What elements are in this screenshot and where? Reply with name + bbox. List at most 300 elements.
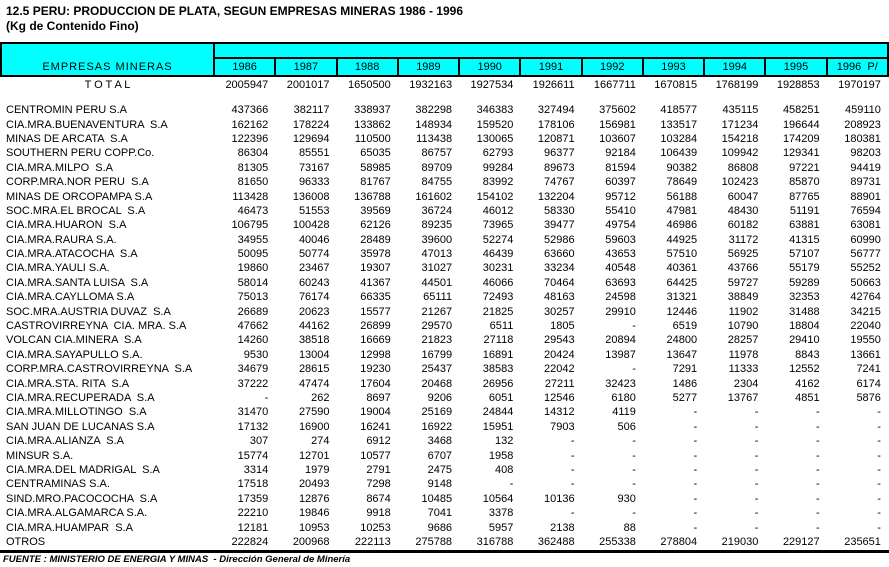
value-cell: 156981 <box>599 118 636 131</box>
year-header-section <box>215 44 887 75</box>
value-cell: 1958 <box>488 449 514 462</box>
year-header: 1990 <box>458 59 519 75</box>
value-cell: 262 <box>311 392 330 404</box>
value-cell: 171234 <box>721 118 759 131</box>
table-row <box>0 477 889 491</box>
company-name: MINAS DE ARCATA S.A <box>6 132 128 145</box>
table-row <box>0 463 889 477</box>
table-row <box>0 290 889 304</box>
value-cell: - <box>877 463 881 476</box>
value-cell: 23467 <box>298 262 330 275</box>
table-row <box>0 117 889 131</box>
value-cell: 81594 <box>605 161 636 174</box>
header-top-strip <box>215 44 887 57</box>
value-cell: 27118 <box>483 334 514 347</box>
value-cell: - <box>754 463 759 476</box>
year-header: 1988 <box>336 59 397 75</box>
value-cell: 78649 <box>666 176 698 189</box>
value-cell: 66335 <box>360 291 391 304</box>
company-name: CIA.MRA.HUARON S.A <box>6 219 127 232</box>
value-cell: 418577 <box>660 104 698 117</box>
value-cell: 16922 <box>421 420 453 433</box>
year-header: 1992 <box>581 59 642 75</box>
value-cell: 27211 <box>544 377 575 390</box>
table-row <box>0 520 889 534</box>
value-cell: 200968 <box>292 535 330 548</box>
value-cell: 57510 <box>666 248 698 261</box>
value-cell: 21823 <box>421 334 453 347</box>
value-cell: - <box>693 507 698 520</box>
value-cell: - <box>632 320 636 333</box>
value-cell: 86304 <box>237 147 269 160</box>
value-cell: 338937 <box>354 104 391 117</box>
value-cell: 3468 <box>427 435 453 448</box>
table-row <box>0 506 889 520</box>
company-name: SOC.MRA.EL BROCAL S.A <box>6 204 146 217</box>
value-cell: - <box>754 420 759 433</box>
value-cell: 30257 <box>544 305 575 318</box>
value-cell: 458251 <box>782 104 820 117</box>
value-cell: 74767 <box>544 176 575 189</box>
value-cell: 90382 <box>666 161 698 174</box>
value-cell: 17132 <box>237 420 269 433</box>
value-cell: 109942 <box>721 147 759 160</box>
value-cell: 18804 <box>789 320 820 333</box>
value-cell: 222824 <box>231 535 269 548</box>
value-cell: 21825 <box>482 305 514 318</box>
value-cell: 1926611 <box>532 79 575 92</box>
value-cell: 84755 <box>421 176 453 189</box>
company-name: CENTRAMINAS S.A. <box>6 478 110 491</box>
value-cell: 20894 <box>605 334 636 347</box>
value-cell: 86808 <box>727 161 759 174</box>
value-cell: 16241 <box>360 420 391 433</box>
value-cell: 65111 <box>423 291 453 304</box>
value-cell: 2001017 <box>286 79 330 92</box>
value-cell: 346383 <box>476 104 514 117</box>
value-cell: 382298 <box>415 104 453 117</box>
value-cell: 60397 <box>605 176 636 189</box>
value-cell: 3314 <box>243 463 269 476</box>
value-cell: 459110 <box>845 104 881 117</box>
value-cell: 17359 <box>237 492 269 505</box>
value-cell: 51553 <box>298 204 330 217</box>
company-name: CIA.MRA.RAURA S.A. <box>6 233 117 246</box>
value-cell: 8697 <box>366 392 391 404</box>
value-cell: 1928853 <box>776 79 820 92</box>
value-cell: - <box>570 507 575 520</box>
company-name: SOC.MRA.AUSTRIA DUVAZ S.A <box>6 305 171 318</box>
value-cell: 19307 <box>360 262 391 275</box>
value-cell: 31172 <box>728 233 759 246</box>
value-cell: 5876 <box>856 392 881 404</box>
value-cell: 9148 <box>427 478 453 491</box>
value-cell: 64425 <box>666 276 698 289</box>
value-cell: 49754 <box>605 219 636 232</box>
company-name: CIA.MRA.ATACOCHA S.A <box>6 248 138 261</box>
value-cell: 17518 <box>237 478 269 491</box>
value-cell: 26899 <box>360 320 391 333</box>
value-cell: 73965 <box>482 219 514 232</box>
value-cell: 63881 <box>789 219 820 232</box>
year-header: 1996 P/ <box>826 59 887 75</box>
value-cell: 85551 <box>298 147 330 160</box>
value-cell: 2304 <box>733 377 759 390</box>
value-cell: - <box>877 507 881 520</box>
year-header: 1989 <box>397 59 458 75</box>
value-cell: 8674 <box>366 492 391 505</box>
value-cell: 96333 <box>298 176 330 189</box>
value-cell: 29543 <box>544 334 575 347</box>
company-name: CIA.MRA.MILPO S.A <box>6 161 113 174</box>
value-cell: 38583 <box>482 363 514 376</box>
table-row <box>0 333 889 347</box>
value-cell: 55179 <box>789 262 820 275</box>
value-cell: 28257 <box>727 334 759 347</box>
value-cell: 133862 <box>354 118 391 131</box>
value-cell: 6707 <box>427 449 453 462</box>
value-cell: 110500 <box>354 132 391 145</box>
value-cell: 31488 <box>789 305 820 318</box>
value-cell: 6051 <box>488 392 514 404</box>
value-cell: - <box>264 392 269 404</box>
year-header-row <box>215 57 887 75</box>
value-cell: 58014 <box>237 276 269 289</box>
value-cell: 41367 <box>360 276 391 289</box>
value-cell: 41315 <box>789 233 820 246</box>
value-cell: 1927534 <box>470 79 514 92</box>
value-cell: 28615 <box>298 363 330 376</box>
value-cell: 52986 <box>544 233 575 246</box>
value-cell: 408 <box>494 463 514 476</box>
table-body <box>0 103 889 549</box>
value-cell: 88901 <box>850 190 881 203</box>
value-cell: 63693 <box>605 276 636 289</box>
value-cell: 87765 <box>789 190 820 203</box>
value-cell: 11333 <box>728 363 759 376</box>
value-cell: 1768199 <box>715 79 759 92</box>
value-cell: 15774 <box>237 449 269 462</box>
value-cell: 44501 <box>421 276 453 289</box>
value-cell: 33234 <box>544 262 575 275</box>
value-cell: 76594 <box>850 204 881 217</box>
table-bottom-rule <box>0 550 889 553</box>
value-cell: 106795 <box>231 219 269 232</box>
value-cell: 89731 <box>850 176 881 189</box>
value-cell: - <box>693 521 698 534</box>
value-cell: 24598 <box>605 291 636 304</box>
value-cell: 375602 <box>599 104 636 117</box>
value-cell: - <box>570 435 575 448</box>
table-row <box>0 146 889 160</box>
value-cell: 154102 <box>476 190 514 203</box>
value-cell: 161602 <box>415 190 453 203</box>
table-row <box>0 448 889 462</box>
value-cell: 75013 <box>237 291 269 304</box>
value-cell: - <box>570 478 575 491</box>
value-cell: 28489 <box>360 233 391 246</box>
value-cell: 6511 <box>489 320 514 333</box>
value-cell: 47981 <box>666 204 698 217</box>
value-cell: 5957 <box>488 521 514 534</box>
year-header: 1994 <box>703 59 764 75</box>
value-cell: 1932163 <box>409 79 453 92</box>
report-subtitle: (Kg de Contenido Fino) <box>6 19 139 33</box>
value-cell: 1970197 <box>838 79 881 92</box>
value-cell: 39600 <box>421 233 453 246</box>
value-cell: 46439 <box>482 248 514 261</box>
value-cell: 46473 <box>237 204 269 217</box>
value-cell: 27590 <box>298 406 330 419</box>
value-cell: 506 <box>617 420 636 433</box>
value-cell: 235651 <box>844 535 881 548</box>
company-name: SAN JUAN DE LUCANAS S.A <box>6 420 155 433</box>
value-cell: 51191 <box>789 204 820 217</box>
value-cell: 59289 <box>789 276 820 289</box>
value-cell: 88 <box>623 521 636 534</box>
value-cell: 16669 <box>360 334 391 347</box>
value-cell: - <box>754 478 759 491</box>
value-cell: 34215 <box>850 305 881 318</box>
company-name: CIA.MRA.SAYAPULLO S.A. <box>6 348 143 361</box>
value-cell: 180381 <box>844 132 881 145</box>
company-name: CORP.MRA.CASTROVIRREYNA S.A <box>6 363 193 376</box>
value-cell: 9530 <box>243 348 269 361</box>
value-cell: 70464 <box>544 276 575 289</box>
value-cell: 10577 <box>360 449 391 462</box>
value-cell: - <box>632 478 636 491</box>
value-cell: 2005947 <box>225 79 269 92</box>
value-cell: 159520 <box>476 118 514 131</box>
value-cell: - <box>815 463 820 476</box>
value-cell: 4162 <box>795 377 820 390</box>
value-cell: 52274 <box>482 233 514 246</box>
value-cell: 59727 <box>727 276 759 289</box>
value-cell: 32353 <box>789 291 820 304</box>
value-cell: 132204 <box>537 190 575 203</box>
value-cell: 15951 <box>482 420 514 433</box>
value-cell: 10564 <box>482 492 514 505</box>
value-cell: 4851 <box>795 392 820 404</box>
value-cell: 50774 <box>298 248 330 261</box>
table-row <box>0 247 889 261</box>
value-cell: 60182 <box>727 219 759 232</box>
value-cell: 40046 <box>298 233 330 246</box>
value-cell: 60047 <box>727 190 759 203</box>
value-cell: 85870 <box>789 176 820 189</box>
value-cell: - <box>815 406 820 419</box>
table-row <box>0 261 889 275</box>
value-cell: 12701 <box>298 449 330 462</box>
value-cell: 63081 <box>850 219 881 232</box>
value-cell: 37222 <box>237 377 269 390</box>
value-cell: 39569 <box>360 204 391 217</box>
value-cell: 4119 <box>612 406 636 419</box>
value-cell: 278804 <box>660 535 698 548</box>
value-cell: 21267 <box>421 305 453 318</box>
value-cell: - <box>877 521 881 534</box>
value-cell: 120871 <box>537 132 575 145</box>
value-cell: 9206 <box>427 392 453 404</box>
value-cell: 58985 <box>360 161 391 174</box>
value-cell: 24800 <box>666 334 698 347</box>
value-cell: 19846 <box>298 507 330 520</box>
value-cell: - <box>693 463 698 476</box>
value-cell: 34955 <box>237 233 269 246</box>
value-cell: 930 <box>617 492 636 505</box>
company-column-header: EMPRESAS MINERAS <box>2 44 215 75</box>
value-cell: 40361 <box>666 262 698 275</box>
value-cell: - <box>754 507 759 520</box>
value-cell: 62126 <box>360 219 391 232</box>
table-row <box>0 233 889 247</box>
value-cell: 50663 <box>850 276 881 289</box>
value-cell: 1650500 <box>347 79 391 92</box>
value-cell: - <box>877 492 881 505</box>
value-cell: - <box>570 449 575 462</box>
value-cell: 94419 <box>850 161 881 174</box>
value-cell: - <box>815 521 820 534</box>
value-cell: 1486 <box>672 377 698 390</box>
value-cell: 132 <box>494 435 514 448</box>
value-cell: 2138 <box>550 521 575 534</box>
value-cell: 24844 <box>482 406 514 419</box>
value-cell: 19230 <box>360 363 391 376</box>
value-cell: - <box>754 435 759 448</box>
table-row <box>0 376 889 390</box>
value-cell: 12998 <box>360 348 391 361</box>
value-cell: 11978 <box>728 348 759 361</box>
value-cell: 102423 <box>721 176 759 189</box>
value-cell: - <box>815 478 820 491</box>
value-cell: 6180 <box>611 392 636 404</box>
value-cell: 19550 <box>850 334 881 347</box>
value-cell: 129341 <box>782 147 820 160</box>
value-cell: 9686 <box>427 521 453 534</box>
value-cell: 174209 <box>782 132 820 145</box>
table-row <box>0 362 889 376</box>
value-cell: 10790 <box>727 320 759 333</box>
value-cell: 86757 <box>421 147 453 160</box>
value-cell: 96377 <box>544 147 575 160</box>
value-cell: 13661 <box>850 348 881 361</box>
table-row <box>0 218 889 232</box>
value-cell: 55252 <box>850 262 881 275</box>
value-cell: 12446 <box>666 305 698 318</box>
value-cell: - <box>693 435 698 448</box>
value-cell: - <box>570 463 575 476</box>
value-cell: 307 <box>249 435 269 448</box>
value-cell: 29410 <box>789 334 820 347</box>
table-row <box>0 319 889 333</box>
value-cell: 12546 <box>544 392 575 404</box>
value-cell: 148934 <box>415 118 453 131</box>
value-cell: 219030 <box>721 535 759 548</box>
value-cell: 89235 <box>421 219 453 232</box>
value-cell: 154218 <box>721 132 759 145</box>
value-cell: - <box>632 449 636 462</box>
value-cell: - <box>815 420 820 433</box>
value-cell: 19860 <box>237 262 269 275</box>
company-name: CORP.MRA.NOR PERU S.A <box>6 176 149 189</box>
value-cell: 89709 <box>421 161 453 174</box>
value-cell: 47013 <box>421 248 453 261</box>
year-header: 1993 <box>642 59 703 75</box>
value-cell: 133517 <box>660 118 698 131</box>
value-cell: 99284 <box>482 161 514 174</box>
value-cell: 113428 <box>232 190 269 203</box>
value-cell: 32423 <box>605 377 636 390</box>
value-cell: - <box>877 478 881 491</box>
company-name: CASTROVIRREYNA CIA. MRA. S.A <box>6 320 187 333</box>
value-cell: 136008 <box>292 190 330 203</box>
value-cell: 7291 <box>672 363 698 376</box>
year-header: 1995 <box>764 59 825 75</box>
value-cell: 29570 <box>421 320 453 333</box>
value-cell: 274 <box>311 435 330 448</box>
value-cell: 57107 <box>789 248 820 261</box>
value-cell: 58330 <box>544 204 575 217</box>
company-name: OTROS <box>6 535 46 548</box>
value-cell: 62793 <box>482 147 514 160</box>
value-cell: 44162 <box>298 320 330 333</box>
value-cell: 1667711 <box>593 79 636 92</box>
company-name: CIA.MRA.CAYLLOMA S.A <box>6 291 135 304</box>
value-cell: 72493 <box>482 291 514 304</box>
company-name: SOUTHERN PERU COPP.Co. <box>6 147 155 160</box>
value-cell: 60243 <box>298 276 330 289</box>
table-row <box>0 492 889 506</box>
value-cell: 10953 <box>298 521 330 534</box>
value-cell: 20468 <box>421 377 453 390</box>
value-cell: 12876 <box>298 492 330 505</box>
value-cell: 12552 <box>789 363 820 376</box>
table-row <box>0 189 889 203</box>
value-cell: - <box>754 521 759 534</box>
total-label: T O T A L <box>84 79 131 92</box>
value-cell: 81305 <box>237 161 269 174</box>
value-cell: 46986 <box>666 219 698 232</box>
value-cell: 16799 <box>421 348 453 361</box>
value-cell: - <box>632 363 636 376</box>
value-cell: 22040 <box>850 320 881 333</box>
table-row <box>0 161 889 175</box>
company-name: CIA.MRA.STA. RITA S.A <box>6 377 130 390</box>
value-cell: 14312 <box>544 406 575 419</box>
value-cell: 3378 <box>488 507 514 520</box>
value-cell: 7041 <box>427 507 453 520</box>
value-cell: 15577 <box>360 305 391 318</box>
value-cell: 95712 <box>605 190 636 203</box>
value-cell: - <box>877 420 881 433</box>
value-cell: 59603 <box>605 233 636 246</box>
value-cell: 10136 <box>544 492 575 505</box>
value-cell: 5277 <box>672 392 698 404</box>
total-row <box>0 78 889 92</box>
value-cell: 316788 <box>476 535 514 548</box>
value-cell: 6519 <box>672 320 698 333</box>
value-cell: - <box>815 435 820 448</box>
year-header: 1991 <box>519 59 580 75</box>
value-cell: - <box>877 449 881 462</box>
value-cell: 46012 <box>482 204 514 217</box>
value-cell: 44925 <box>666 233 698 246</box>
value-cell: - <box>693 420 698 433</box>
value-cell: 196644 <box>782 118 820 131</box>
value-cell: - <box>754 492 759 505</box>
value-cell: 31470 <box>237 406 269 419</box>
value-cell: 382117 <box>293 104 330 117</box>
